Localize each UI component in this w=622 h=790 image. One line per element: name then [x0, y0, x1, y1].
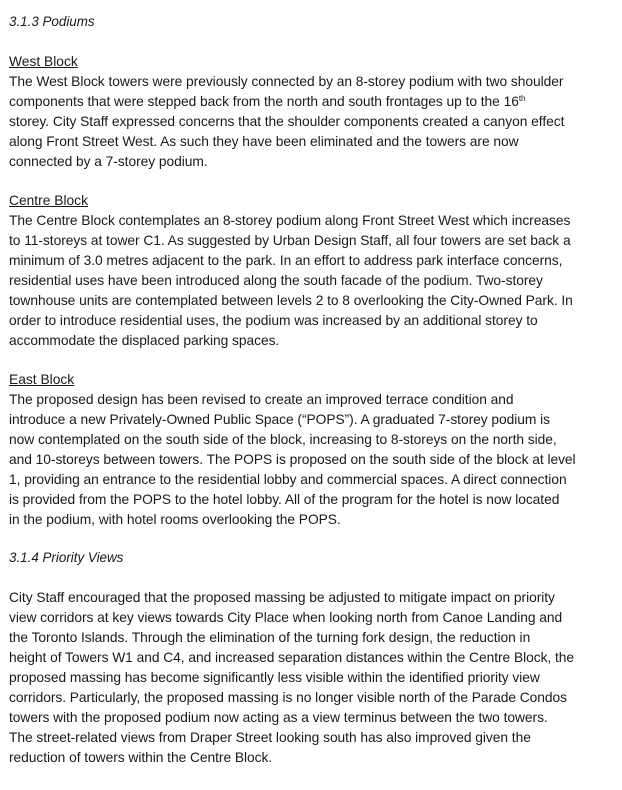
text-line: minimum of 3.0 metres adjacent to the park. In an effort to address park interface concerns, [9, 253, 563, 268]
text-line: connected by a 7-storey podium. [9, 154, 208, 169]
text-line: now contemplated on the south side of the block, increasing to 8-storeys on the north side, [9, 432, 557, 447]
section-heading-podiums: 3.1.3 Podiums [9, 14, 95, 29]
paragraph-east-block [9, 390, 614, 530]
text-line: height of Towers W1 and C4, and increased separation distances within the Centre Block, the [9, 650, 575, 665]
text-line: introduce a new Privately-Owned Public Space (“POPS”). A graduated 7-storey podium is [9, 412, 550, 427]
text-line: view corridors at key views towards City Place when looking north from Canoe Landing and [9, 610, 563, 625]
text-line: towers with the proposed podium now acting as a view terminus between the two towers. [9, 710, 548, 725]
text-line: the Toronto Islands. Through the elimination of the turning fork design, the reduction in [9, 630, 531, 645]
text-line: and 10-storeys between towers. The POPS is proposed on the south side of the block at level [9, 452, 576, 467]
text-line: reduction of towers within the Centre Block. [9, 750, 273, 765]
text-line: order to introduce residential uses, the podium was increased by an additional storey to [9, 313, 538, 328]
text-line: The West Block towers were previously connected by an 8-storey podium with two shoulder [9, 74, 564, 89]
text-line: accommodate the displaced parking spaces. [9, 333, 280, 348]
text-line: The Centre Block contemplates an 8-storey podium along Front Street West which increases [9, 213, 571, 228]
text-line: The proposed design has been revised to create an improved terrace condition and [9, 392, 514, 407]
text-line: townhouse units are contemplated between levels 2 to 8 overlooking the City-Owned Park. In [9, 293, 573, 308]
text-line: proposed massing has become significantly less visible within the identified priority view [9, 670, 540, 685]
text-line: The street-related views from Draper Street looking south has also improved given the [9, 730, 531, 745]
paragraph-centre-block [9, 211, 614, 351]
text-line: along Front Street West. As such they have been eliminated and the towers are now [9, 134, 519, 149]
subheading-east-block: East Block [9, 372, 75, 387]
section-heading-priority-views: 3.1.4 Priority Views [9, 550, 124, 565]
text-line [9, 92, 614, 112]
text-line-part: components that were stepped back from the north and south frontages up to the 16 [9, 94, 519, 109]
text-line: 1, providing an entrance to the residential lobby and commercial spaces. A direct connection [9, 472, 567, 487]
superscript: th [518, 94, 526, 103]
subheading-west-block: West Block [9, 54, 78, 69]
text-line: City Staff encouraged that the proposed massing be adjusted to mitigate impact on priority [9, 590, 555, 605]
text-line: corridors. Particularly, the proposed massing is no longer visible north of the Parade Condos [9, 690, 567, 705]
subheading-centre-block: Centre Block [9, 193, 88, 208]
paragraph-priority-views [9, 588, 614, 768]
text-line: to 11-storeys at tower C1. As suggested by Urban Design Staff, all four towers are set back a [9, 233, 571, 248]
text-line: residential uses have been introduced along the south facade of the podium. Two-storey [9, 273, 543, 288]
paragraph-west-block [9, 72, 614, 172]
text-line: in the podium, with hotel rooms overlooking the POPS. [9, 512, 341, 527]
text-line: is provided from the POPS to the hotel lobby. All of the program for the hotel is now located [9, 492, 560, 507]
text-line: storey. City Staff expressed concerns that the shoulder components created a canyon effect [9, 114, 565, 129]
